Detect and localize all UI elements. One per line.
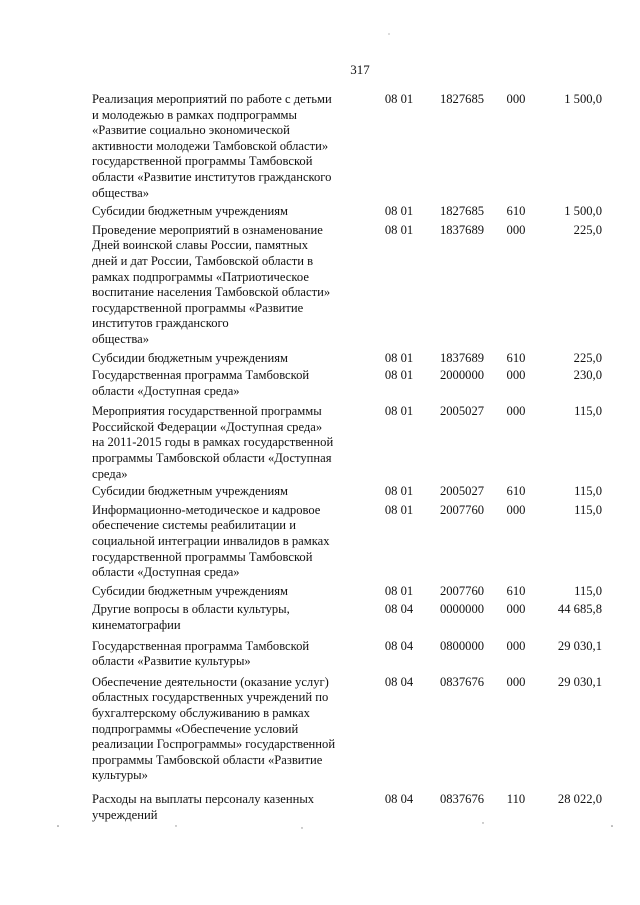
table-row xyxy=(92,404,602,482)
row-expense-type: 000 xyxy=(506,502,526,517)
row-description: Проведение мероприятий в ознаменование Дней воинской славы России, памятных дней и дат России, Тамбовской области в рамках подпрограммы «Патриотическое воспитание населения Тамбовской области» государственной программы «Развитие институтов гражданского общества» xyxy=(92,222,331,346)
row-description: Информационно-методическое и кадровое обеспечение системы реабилитации и социальной интеграции инвалидов в рамках государственной программы Тамбовской области «Доступная среда» xyxy=(92,502,330,580)
row-expense-type: 000 xyxy=(506,92,526,106)
table-row xyxy=(92,584,602,600)
row-target-code: 2005027 xyxy=(439,404,485,419)
row-section-code: 08 01 xyxy=(384,583,414,598)
row-amount: 1 500,0 xyxy=(564,204,602,219)
row-description: Государственная программа Тамбовской области «Развитие культуры» xyxy=(92,638,310,669)
row-amount: 225,0 xyxy=(573,222,602,237)
table-row xyxy=(92,484,602,500)
row-expense-type: 000 xyxy=(506,368,526,383)
table-row xyxy=(92,792,602,823)
row-amount: 44 685,8 xyxy=(557,602,602,617)
row-target-code: 0837676 xyxy=(439,791,485,806)
row-amount: 230,0 xyxy=(573,368,602,383)
row-section-code: 08 01 xyxy=(384,484,414,499)
table-row xyxy=(92,204,602,220)
row-target-code: 2005027 xyxy=(439,484,485,499)
row-section-code: 08 01 xyxy=(384,502,414,517)
row-target-code: 2007760 xyxy=(439,583,485,598)
row-description: Субсидии бюджетным учреждениям xyxy=(92,350,288,365)
row-section-code: 08 04 xyxy=(384,674,414,689)
table-row xyxy=(92,602,602,633)
row-expense-type: 000 xyxy=(506,674,526,689)
row-target-code: 0000000 xyxy=(439,602,485,617)
row-description: Субсидии бюджетным учреждениям xyxy=(92,204,288,219)
row-expense-type: 000 xyxy=(506,602,526,617)
row-amount: 115,0 xyxy=(574,484,602,499)
row-section-code: 08 04 xyxy=(384,602,414,617)
row-target-code: 2000000 xyxy=(439,368,485,383)
table-row xyxy=(92,368,602,399)
row-target-code: 0800000 xyxy=(439,638,485,653)
row-target-code: 1827685 xyxy=(439,92,485,106)
row-description: Государственная программа Тамбовской области «Доступная среда» xyxy=(92,368,310,398)
row-description: Расходы на выплаты персоналу казенных учреждений xyxy=(92,791,315,822)
row-target-code: 1827685 xyxy=(439,204,485,219)
row-section-code: 08 01 xyxy=(384,204,414,219)
table-row xyxy=(92,503,602,581)
row-expense-type: 610 xyxy=(506,583,526,598)
row-amount: 115,0 xyxy=(574,404,602,419)
table-row xyxy=(92,351,602,367)
row-amount: 1 500,0 xyxy=(564,92,602,106)
row-expense-type: 610 xyxy=(506,204,526,219)
row-amount: 29 030,1 xyxy=(557,638,602,653)
row-description: Субсидии бюджетным учреждениям xyxy=(92,484,288,499)
table-row xyxy=(92,639,602,670)
row-section-code: 08 01 xyxy=(384,368,414,383)
row-section-code: 08 01 xyxy=(384,350,414,365)
row-amount: 115,0 xyxy=(574,583,602,598)
row-description: Реализация мероприятий по работе с детьми и молодежью в рамках подпрограммы «Развитие социально экономической активности молодежи Тамбовской области» государственной программы Тамбовской области «Развитие институтов гражданского общества» xyxy=(92,92,332,200)
row-section-code: 08 04 xyxy=(384,791,414,806)
row-expense-type: 000 xyxy=(506,222,526,237)
table-row xyxy=(92,92,602,201)
row-description: Субсидии бюджетным учреждениям xyxy=(92,583,288,598)
row-description: Мероприятия государственной программы Российской Федерации «Доступная среда» на 2011-2015 годы в рамках государственной программы Тамбовской области «Доступная среда» xyxy=(92,404,334,481)
row-amount: 115,0 xyxy=(574,502,602,517)
row-expense-type: 610 xyxy=(506,484,526,499)
page-number: 317 xyxy=(350,62,370,77)
row-section-code: 08 01 xyxy=(384,222,414,237)
row-description: Другие вопросы в области культуры, кинематографии xyxy=(92,602,290,632)
row-section-code: 08 04 xyxy=(384,638,414,653)
row-description: Обеспечение деятельности (оказание услуг) областных государственных учреждений по бухгалтерскому обслуживанию в рамках подпрограммы «Обеспечение условий реализации Госпрограммы» государственной программы Тамбовской области «Развитие культуры» xyxy=(92,674,336,783)
row-amount: 29 030,1 xyxy=(557,674,602,689)
row-target-code: 1837689 xyxy=(439,222,485,237)
row-amount: 28 022,0 xyxy=(557,791,602,806)
row-expense-type: 000 xyxy=(506,404,526,419)
row-target-code: 1837689 xyxy=(439,350,485,365)
table-row xyxy=(92,223,602,348)
table-row xyxy=(92,675,602,784)
row-amount: 225,0 xyxy=(573,350,602,365)
row-expense-type: 110 xyxy=(506,791,526,806)
row-section-code: 08 01 xyxy=(384,404,414,419)
row-section-code: 08 01 xyxy=(384,92,414,106)
row-expense-type: 000 xyxy=(506,638,526,653)
row-expense-type: 610 xyxy=(506,350,526,365)
budget-table xyxy=(92,92,602,823)
row-target-code: 2007760 xyxy=(439,502,485,517)
row-target-code: 0837676 xyxy=(439,674,485,689)
